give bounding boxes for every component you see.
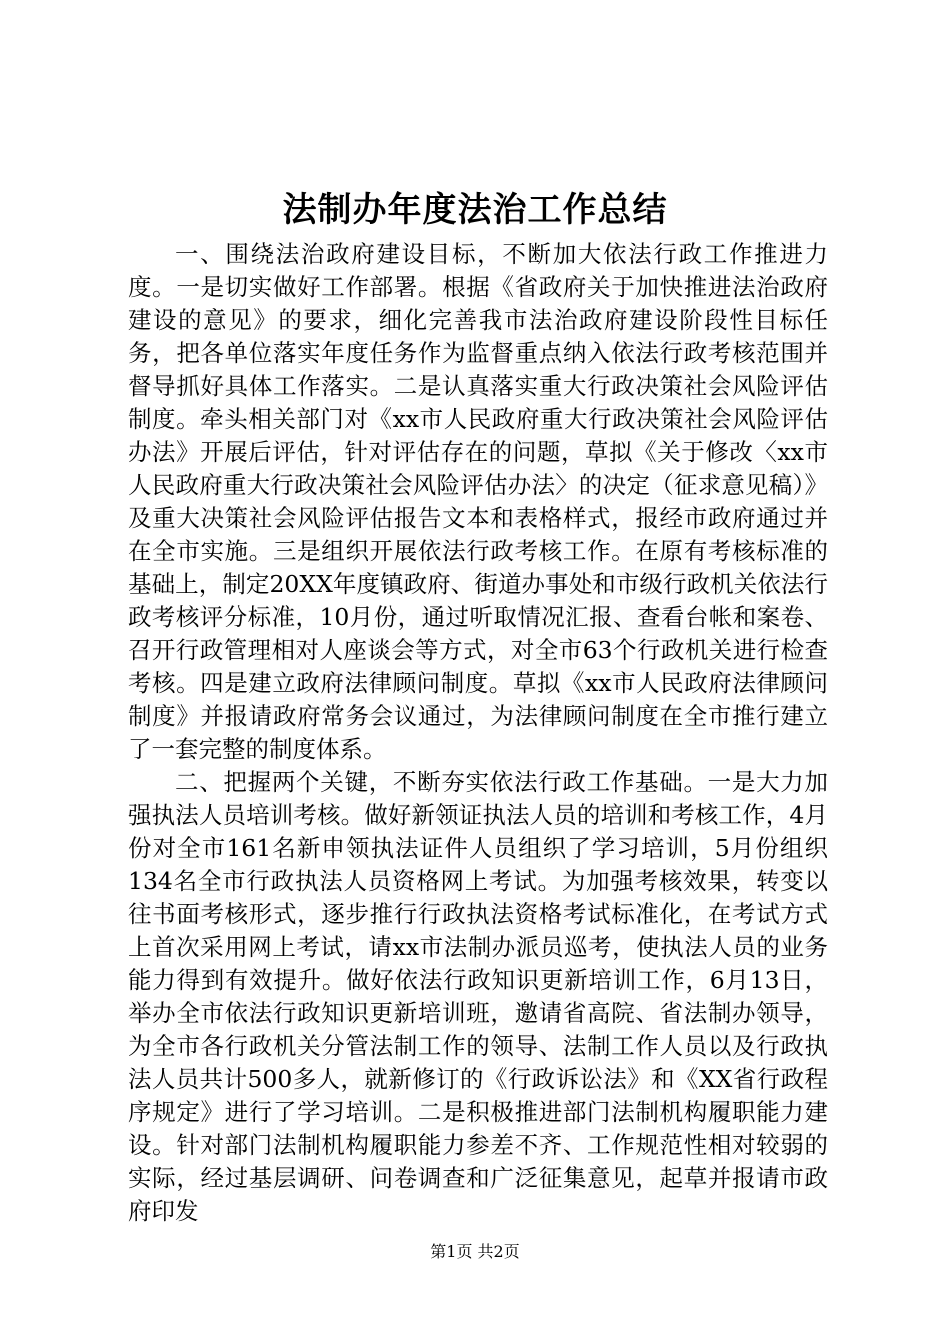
page-indicator: 第1页 共2页 xyxy=(430,1242,520,1261)
document-body xyxy=(128,238,828,1228)
paragraph-2: 二、把握两个关键，不断夯实依法行政工作基础。一是大力加强执法人员培训考核。做好新领证执法人员的培训和考核工作，4月份对全市161名新申领执法证件人员组织了学习培训，5月份组织134名全市行政执法人员资格网上考试。为加强考核效果，转变以往书面考核形式，逐步推行行政执法资格考试标准化，在考试方式上首次采用网上考试，请xx市法制办派员巡考，使执法人员的业务能力得到有效提升。做好依法行政知识更新培训工作，6月13日，举办全市依法行政知识更新培训班，邀请省高院、省法制办领导，为全市各行政机关分管法制工作的领导、法制工作人员以及行政执法人员共计500多人，就新修订的《行政诉讼法》和《XX省行政程序规定》进行了学习培训。二是积极推进部门法制机构履职能力建设。针对部门法制机构履职能力参差不齐、工作规范性相对较弱的实际，经过基层调研、问卷调查和广泛征集意见，起草并报请市政府印发 xyxy=(128,768,828,1225)
document-title: 法制办年度法治工作总结 xyxy=(282,190,668,230)
page-footer xyxy=(0,1240,950,1264)
paragraph-1: 一、围绕法治政府建设目标，不断加大依法行政工作推进力度。一是切实做好工作部署。根据《省政府关于加快推进法治政府建设的意见》的要求，细化完善我市法治政府建设阶段性目标任务，把各单位落实年度任务作为监督重点纳入依法行政考核范围并督导抓好具体工作落实。二是认真落实重大行政决策社会风险评估制度。牵头相关部门对《xx市人民政府重大行政决策社会风险评估办法》开展后评估，针对评估存在的问题，草拟《关于修改〈xx市人民政府重大行政决策社会风险评估办法〉的决定（征求意见稿）》及重大决策社会风险评估报告文本和表格样式，报经市政府通过并在全市实施。三是组织开展依法行政考核工作。在原有考核标准的基础上，制定20XX年度镇政府、街道办事处和市级行政机关依法行政考核评分标准，10月份，通过听取情况汇报、查看台帐和案卷、召开行政管理相对人座谈会等方式，对全市63个行政机关进行检查考核。四是建立政府法律顾问制度。草拟《xx市人民政府法律顾问制度》并报请政府常务会议通过，为法律顾问制度在全市推行建立了一套完整的制度体系。 xyxy=(128,240,828,763)
